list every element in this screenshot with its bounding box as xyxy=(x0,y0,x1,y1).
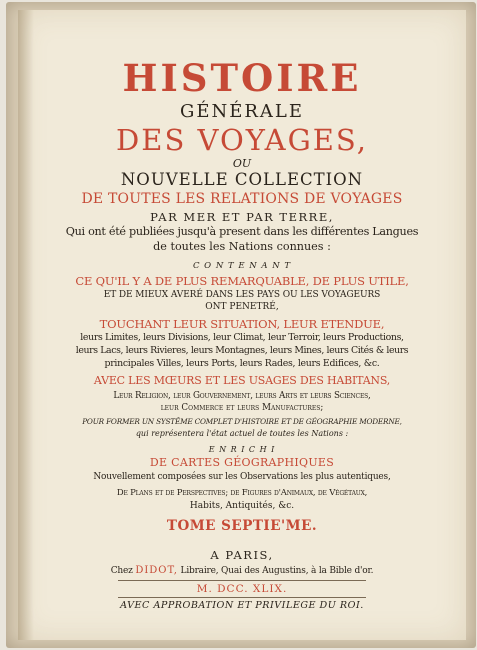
text-nouvellement: Nouvellement composées sur les Observations les plus autentiques, xyxy=(93,472,391,482)
rule-top xyxy=(118,580,366,581)
text-de-cartes: DE CARTES GÉOGRAPHIQUES xyxy=(149,456,335,469)
text-qui-represente: qui représentera l'état actuel de toutes les Nations : xyxy=(135,429,349,438)
text-de-toutes-nations: de toutes les Nations connues : xyxy=(153,240,331,253)
text-avec-les-moeurs: AVEC LES MŒURS ET LES USAGES DES HABITANS, xyxy=(93,374,391,387)
text-chez: Chez xyxy=(110,566,133,576)
text-touchant: TOUCHANT LEUR SITUATION, LEUR ETENDUE, xyxy=(99,317,385,331)
imprint-line xyxy=(18,565,466,576)
text-pour-former: POUR FORMER UN SYSTÊME COMPLET D'HISTOIRE ET DE GÉOGRAPHIE MODERNE, xyxy=(82,417,402,426)
title-page xyxy=(18,10,466,640)
text-par-mer: PAR MER ET PAR TERRE, xyxy=(150,210,334,224)
text-leur-religion: Leur Religion, leur Gouvernement, leurs Arts et leurs Sciences, xyxy=(113,391,371,401)
text-leurs-limites: leurs Limites, leurs Divisions, leur Climat, leur Terroir, leurs Productions, xyxy=(80,332,404,343)
text-nouvelle-collection: NOUVELLE COLLECTION xyxy=(120,170,364,189)
text-leur-commerce: leur Commerce et leurs Manufactures; xyxy=(160,403,324,413)
book-cover xyxy=(6,2,476,648)
title-des-voyages: DES VOYAGES, xyxy=(116,123,368,157)
text-didot: DIDOT, xyxy=(135,565,178,576)
text-libraire: Libraire, Quai des Augustins, à la Bible d'or. xyxy=(180,566,374,576)
title-generale: GÉNÉRALE xyxy=(179,101,305,122)
text-ce-quil-y-a: CE QU'IL Y A DE PLUS REMARQUABLE, DE PLUS UTILE, xyxy=(75,274,409,288)
text-de-toutes-relations: DE TOUTES LES RELATIONS DE VOYAGES xyxy=(81,191,403,207)
text-a-paris: A PARIS, xyxy=(210,548,274,562)
text-habits: Habits, Antiquités, &c. xyxy=(189,501,295,511)
text-principales-villes: principales Villes, leurs Ports, leurs Rades, leurs Edifices, &c. xyxy=(104,358,380,369)
text-privilege: AVEC APPROBATION ET PRIVILEGE DU ROI. xyxy=(120,600,364,611)
text-leurs-lacs: leurs Lacs, leurs Rivieres, leurs Montagnes, leurs Mines, leurs Cités & leurs xyxy=(75,345,409,356)
text-ont-penetre: ONT PENETRÉ, xyxy=(205,302,279,312)
text-contenant: C O N T E N A N T xyxy=(192,261,292,271)
title-histoire: HISTOIRE xyxy=(122,56,362,100)
rule-bottom xyxy=(118,597,366,598)
text-de-plans: De Plans et de Perspectives; de Figures d'Animaux, de Végétaux, xyxy=(116,488,368,498)
text-date: M. DCC. XLIX. xyxy=(196,583,288,595)
text-ou: OU xyxy=(232,157,252,170)
text-qui-ont-ete: Qui ont été publiées jusqu'à present dans les différentes Langues xyxy=(65,225,419,238)
text-et-de-mieux: ET DE MIEUX AVERÉ DANS LES PAYS OU LES VOYAGEURS xyxy=(103,290,381,300)
text-tome: TOME SEPTIE'ME. xyxy=(166,518,318,534)
text-enrichi: E N R I C H I xyxy=(208,445,276,454)
